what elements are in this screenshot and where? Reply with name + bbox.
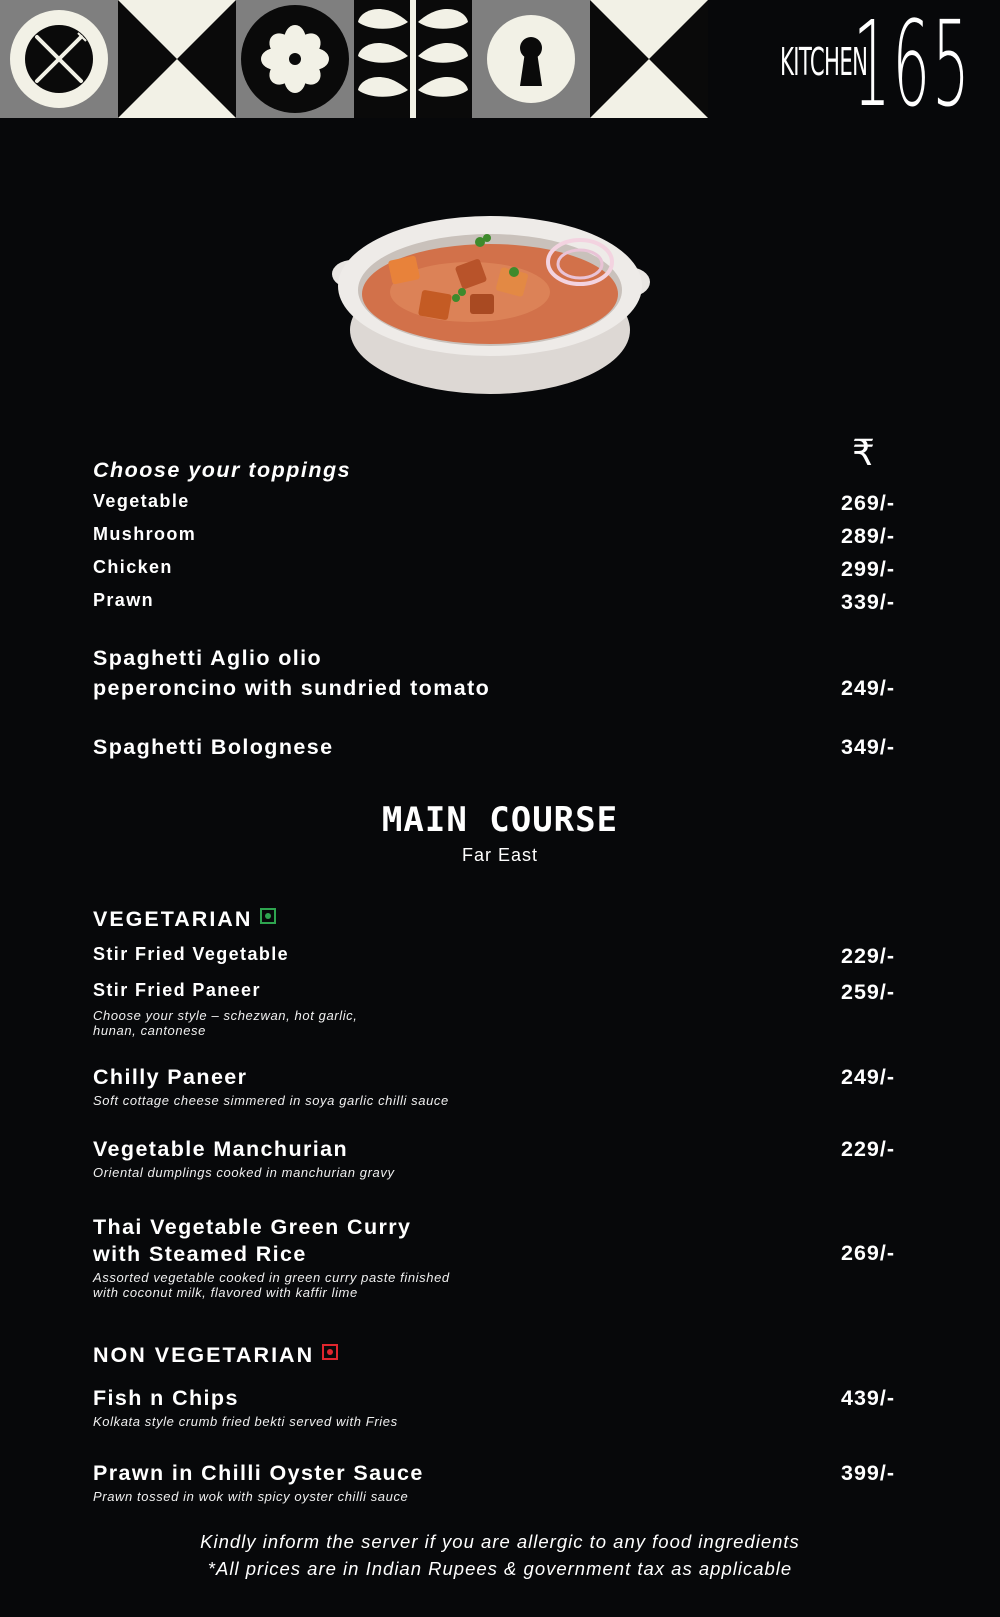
tile-flower (236, 0, 354, 118)
item-name-line1: Thai Vegetable Green Curry (93, 1215, 412, 1239)
item-name-line1: Spaghetti Aglio olio (93, 646, 323, 670)
item-price: 299/- (840, 557, 895, 581)
item-price: 439/- (840, 1386, 895, 1410)
item-name: Prawn in Chilli Oyster Sauce (93, 1461, 424, 1485)
item-price: 269/- (840, 491, 895, 515)
item-price: 249/- (840, 676, 895, 700)
item-price: 399/- (840, 1461, 895, 1485)
tile-hourglass-1 (118, 0, 236, 118)
category-label: NON VEGETARIAN (93, 1343, 315, 1367)
menu-item (93, 944, 895, 968)
brand-number: 165 (853, 0, 972, 133)
item-price: 289/- (840, 524, 895, 548)
category-label: VEGETARIAN (93, 907, 253, 931)
menu-item (93, 1137, 895, 1180)
item-description: Assorted vegetable cooked in green curry paste finished (93, 1270, 450, 1285)
rupee-symbol: ₹ (852, 432, 875, 473)
brand-word: KITCHEN (780, 40, 868, 84)
section-subtitle: Far East (461, 845, 539, 865)
item-price: 249/- (840, 1065, 895, 1089)
item-description: with coconut milk, flavored with kaffir lime (93, 1285, 358, 1300)
item-price: 339/- (840, 590, 895, 614)
veg-mark-icon (260, 908, 276, 924)
item-price: 229/- (840, 944, 895, 968)
item-description: Kolkata style crumb fried bekti served with Fries (93, 1414, 398, 1429)
tile-hourglass-2 (590, 0, 708, 118)
item-name: Stir Fried Paneer (93, 980, 261, 1000)
flower-icon (236, 0, 354, 118)
menu-item (93, 491, 895, 515)
item-name: Vegetable (93, 491, 190, 511)
item-name: Stir Fried Vegetable (93, 944, 290, 964)
item-description: Choose your style – schezwan, hot garlic, (93, 1008, 358, 1023)
cutlery-icon (0, 0, 118, 118)
item-name: Chilly Paneer (93, 1065, 248, 1089)
leaf-icon (354, 0, 472, 118)
menu-item (93, 980, 895, 1038)
menu-item (93, 1386, 895, 1429)
item-description: hunan, cantonese (93, 1023, 206, 1038)
toppings-title: Choose your toppings (93, 458, 352, 482)
curry-bowl-image (330, 212, 670, 402)
non-veg-mark-icon (322, 1344, 338, 1360)
vegetarian-heading (93, 907, 895, 932)
item-description: Prawn tossed in wok with spicy oyster chilli sauce (93, 1489, 409, 1504)
item-name: Prawn (93, 590, 155, 610)
tile-cutlery (0, 0, 118, 118)
keyhole-icon (472, 0, 590, 118)
item-price: 259/- (840, 980, 895, 1004)
item-price: 269/- (840, 1241, 895, 1265)
item-name-line2: peperoncino with sundried tomato (93, 676, 491, 700)
item-name: Chicken (93, 557, 173, 577)
item-price: 229/- (840, 1137, 895, 1161)
toppings-title-row (93, 458, 895, 483)
non-vegetarian-heading (93, 1343, 895, 1368)
menu-item (93, 1461, 895, 1504)
item-name-line2: with Steamed Rice (93, 1242, 307, 1266)
menu-item (93, 524, 895, 548)
item-name: Fish n Chips (93, 1386, 239, 1410)
menu-item (93, 1215, 895, 1300)
menu-item (93, 1065, 895, 1108)
tile-keyhole (472, 0, 590, 118)
tile-leaf (354, 0, 472, 118)
footer-note (0, 1528, 1000, 1582)
menu-item (93, 557, 895, 581)
item-name: Mushroom (93, 524, 197, 544)
section-title: MAIN COURSE (381, 800, 619, 840)
item-name: Spaghetti Bolognese (93, 735, 334, 759)
allergy-note: Kindly inform the server if you are allergic to any food ingredients (200, 1531, 800, 1552)
price-note: *All prices are in Indian Rupees & government tax as applicable (207, 1558, 793, 1579)
item-description: Soft cottage cheese simmered in soya garlic chilli sauce (93, 1093, 449, 1108)
item-name: Vegetable Manchurian (93, 1137, 349, 1161)
menu-item (93, 735, 895, 760)
menu-item (93, 646, 895, 701)
item-description: Oriental dumplings cooked in manchurian gravy (93, 1165, 395, 1180)
item-price: 349/- (840, 735, 895, 759)
menu-item (93, 590, 895, 614)
